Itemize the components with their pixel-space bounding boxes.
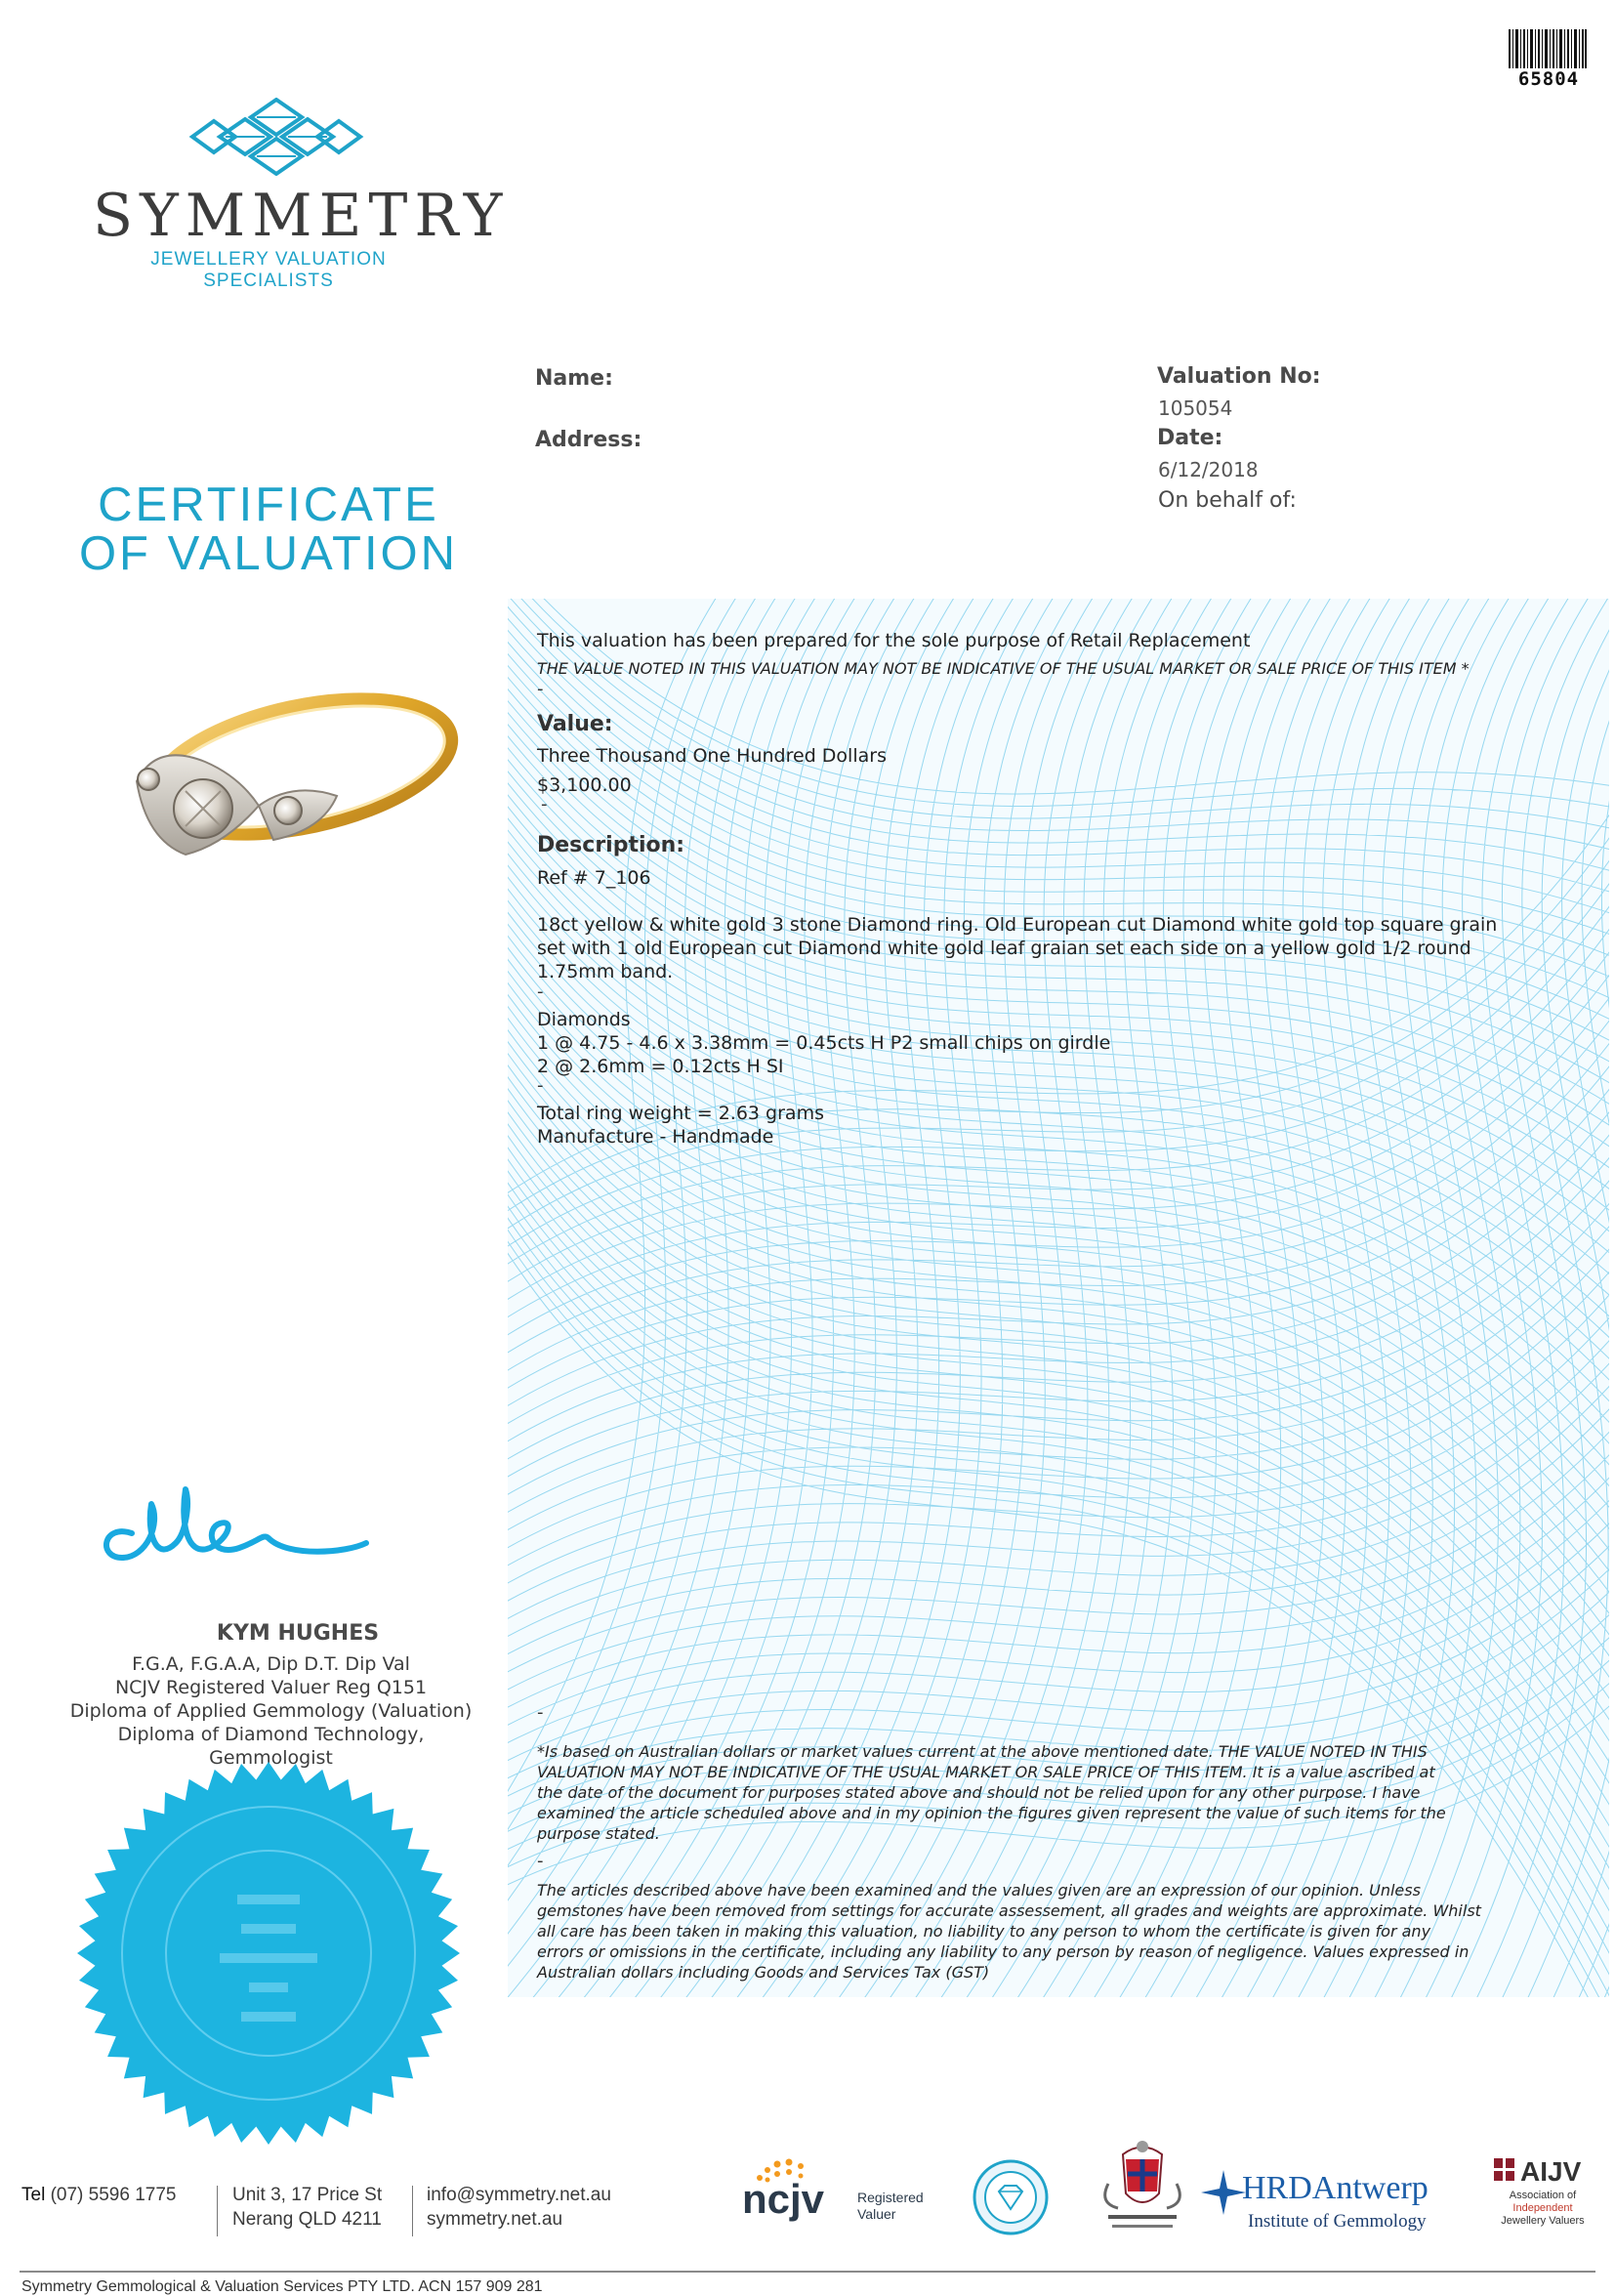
- barcode: [1509, 29, 1587, 68]
- divider-dash: -: [537, 981, 544, 1002]
- reference-number: Ref # 7_106: [537, 867, 651, 889]
- brand-tagline: JEWELLERY VALUATION SPECIALISTS: [150, 249, 387, 291]
- diamond-line: 2 @ 2.6mm = 0.12cts H SI: [537, 1056, 784, 1077]
- divider-dash: -: [537, 679, 544, 699]
- date-value: 6/12/2018: [1158, 458, 1259, 481]
- valuer-credential: F.G.A, F.G.A.A, Dip D.T. Dip Val: [132, 1653, 410, 1675]
- valuer-name: KYM HUGHES: [216, 1621, 380, 1646]
- name-label: Name:: [535, 366, 613, 391]
- date-label: Date:: [1157, 426, 1223, 450]
- contact-online: [427, 2183, 611, 2232]
- hrd-star-icon: [1201, 2170, 1246, 2215]
- value-amount: $3,100.00: [537, 774, 632, 796]
- footnote-line: Australian dollars including Goods and Services Tax (GST): [537, 1963, 990, 1982]
- ncjv-valuer: Valuer: [857, 2206, 896, 2222]
- divider-dash: -: [537, 1075, 544, 1096]
- aijv-subtitle-line: Jewellery Valuers: [1501, 2215, 1585, 2227]
- description-label: Description:: [537, 833, 685, 857]
- divider-dash: -: [537, 1702, 544, 1723]
- valuation-purpose: This valuation has been prepared for the sole purpose of Retail Replacement: [537, 630, 1251, 651]
- footnote-line: VALUATION MAY NOT BE INDICATIVE OF THE USUAL MARKET OR SALE PRICE OF THIS ITEM. It is a value ascribed at: [537, 1763, 1435, 1781]
- valuation-number-label: Valuation No:: [1157, 364, 1321, 389]
- manufacture: Manufacture - Handmade: [537, 1126, 774, 1148]
- company-registration: Symmetry Gemmological & Valuation Services PTY LTD. ACN 157 909 281: [21, 2278, 543, 2295]
- valuer-credential: Gemmologist: [209, 1747, 333, 1769]
- divider-dash: -: [537, 1851, 544, 1871]
- footnote-line: errors or omissions in the certificate, including any liability to any person by reason of negligence. Values expressed in: [537, 1942, 1470, 1961]
- address-line-2: Nerang QLD 4211: [232, 2209, 382, 2230]
- contact-phone: [21, 2183, 176, 2207]
- registered-valuer-seal: [73, 1758, 464, 2149]
- divider: [217, 2186, 218, 2236]
- description-line: 1.75mm band.: [537, 961, 674, 982]
- footer-divider: [20, 2271, 1595, 2273]
- contact-address: [232, 2183, 382, 2232]
- value-label: Value:: [537, 712, 613, 736]
- valuation-panel: [508, 599, 1609, 1997]
- footnote-market-value: [537, 1741, 1446, 1844]
- phone-label: Tel: [21, 2185, 46, 2205]
- footnote-line: the date of the document for purposes stated above and should not be relied upon for any other purpose. I have: [537, 1783, 1421, 1802]
- valuation-number: 105054: [1158, 397, 1233, 420]
- website-link[interactable]: symmetry.net.au: [427, 2209, 563, 2230]
- footnote-line: all care has been taken in making this valuation, no liability to any person to whom the certificate is given for any: [537, 1922, 1431, 1941]
- phone-number[interactable]: (07) 5596 1775: [50, 2185, 177, 2205]
- symmetry-logo-icon: [188, 98, 364, 176]
- footnote-line: purpose stated.: [537, 1824, 660, 1843]
- value-in-words: Three Thousand One Hundred Dollars: [537, 745, 887, 767]
- hrd-antwerp-logo: [1201, 2170, 1474, 2238]
- footnote-line: The articles described above have been examined and the values given are an expression of our opinion. Unless: [537, 1881, 1421, 1899]
- ncjv-logo: [742, 2154, 937, 2233]
- address-line-1: Unit 3, 17 Price St: [232, 2185, 383, 2205]
- certificate-title-line-1: CERTIFICATE: [98, 479, 439, 531]
- gemmological-association-logo: [972, 2158, 1050, 2236]
- certificate-title: [68, 480, 469, 578]
- gem-a-crest-logo: [1089, 2135, 1196, 2242]
- ncjv-registered: Registered: [857, 2190, 924, 2205]
- hrd-wordmark: HRD: [1242, 2170, 1312, 2206]
- valuer-signature: [93, 1465, 386, 1592]
- email-link[interactable]: info@symmetry.net.au: [427, 2185, 611, 2205]
- diamonds-label: Diamonds: [537, 1009, 631, 1030]
- total-weight: Total ring weight = 2.63 grams: [537, 1103, 824, 1124]
- description-line: set with 1 old European cut Diamond white gold leaf graian set each side on a yellow gold 1/2 round: [537, 938, 1471, 959]
- aijv-squares-icon: [1494, 2158, 1515, 2182]
- description-line: 18ct yellow & white gold 3 stone Diamond ring. Old European cut Diamond white gold top square grain: [537, 914, 1498, 936]
- ncjv-wordmark: ncjv: [742, 2176, 825, 2222]
- aijv-subtitle: [1489, 2190, 1596, 2228]
- footnote-liability: [537, 1880, 1481, 1983]
- aijv-subtitle-line: Association of: [1509, 2190, 1577, 2201]
- valuation-disclaimer: THE VALUE NOTED IN THIS VALUATION MAY NOT BE INDICATIVE OF THE USUAL MARKET OR SALE PRICE OF THIS ITEM *: [537, 659, 1470, 678]
- diamond-line: 1 @ 4.75 - 4.6 x 3.38mm = 0.45cts H P2 small chips on girdle: [537, 1032, 1111, 1054]
- footnote-line: gemstones have been removed from settings for accurate assessement, all grades and weights are approximate. Whilst: [537, 1901, 1481, 1920]
- on-behalf-label: On behalf of:: [1158, 488, 1297, 513]
- aijv-logo: [1489, 2156, 1596, 2234]
- antwerp-wordmark: Antwerp: [1311, 2170, 1429, 2206]
- divider-dash: -: [541, 794, 548, 814]
- hrd-subtitle: Institute of Gemmology: [1248, 2211, 1427, 2232]
- certificate-title-line-2: OF VALUATION: [78, 527, 459, 580]
- footnote-line: *Is based on Australian dollars or market values current at the above mentioned date. THE VALUE NOTED IN THIS: [537, 1742, 1428, 1761]
- footnote-line: examined the article scheduled above and in my opinion the figures given represent the value of such items for the: [537, 1804, 1446, 1822]
- brand-name: SYMMETRY: [93, 182, 510, 250]
- valuer-credential: Diploma of Applied Gemmology (Valuation): [69, 1700, 473, 1722]
- aijv-wordmark: AIJV: [1520, 2156, 1582, 2187]
- divider: [412, 2186, 413, 2236]
- valuer-credential: NCJV Registered Valuer Reg Q151: [114, 1677, 428, 1698]
- address-label: Address:: [535, 428, 642, 452]
- aijv-subtitle-line: Independent: [1512, 2202, 1573, 2214]
- barcode-number: 65804: [1517, 68, 1580, 90]
- ring-photo: [78, 674, 469, 908]
- valuer-credential: Diploma of Diamond Technology,: [117, 1724, 425, 1745]
